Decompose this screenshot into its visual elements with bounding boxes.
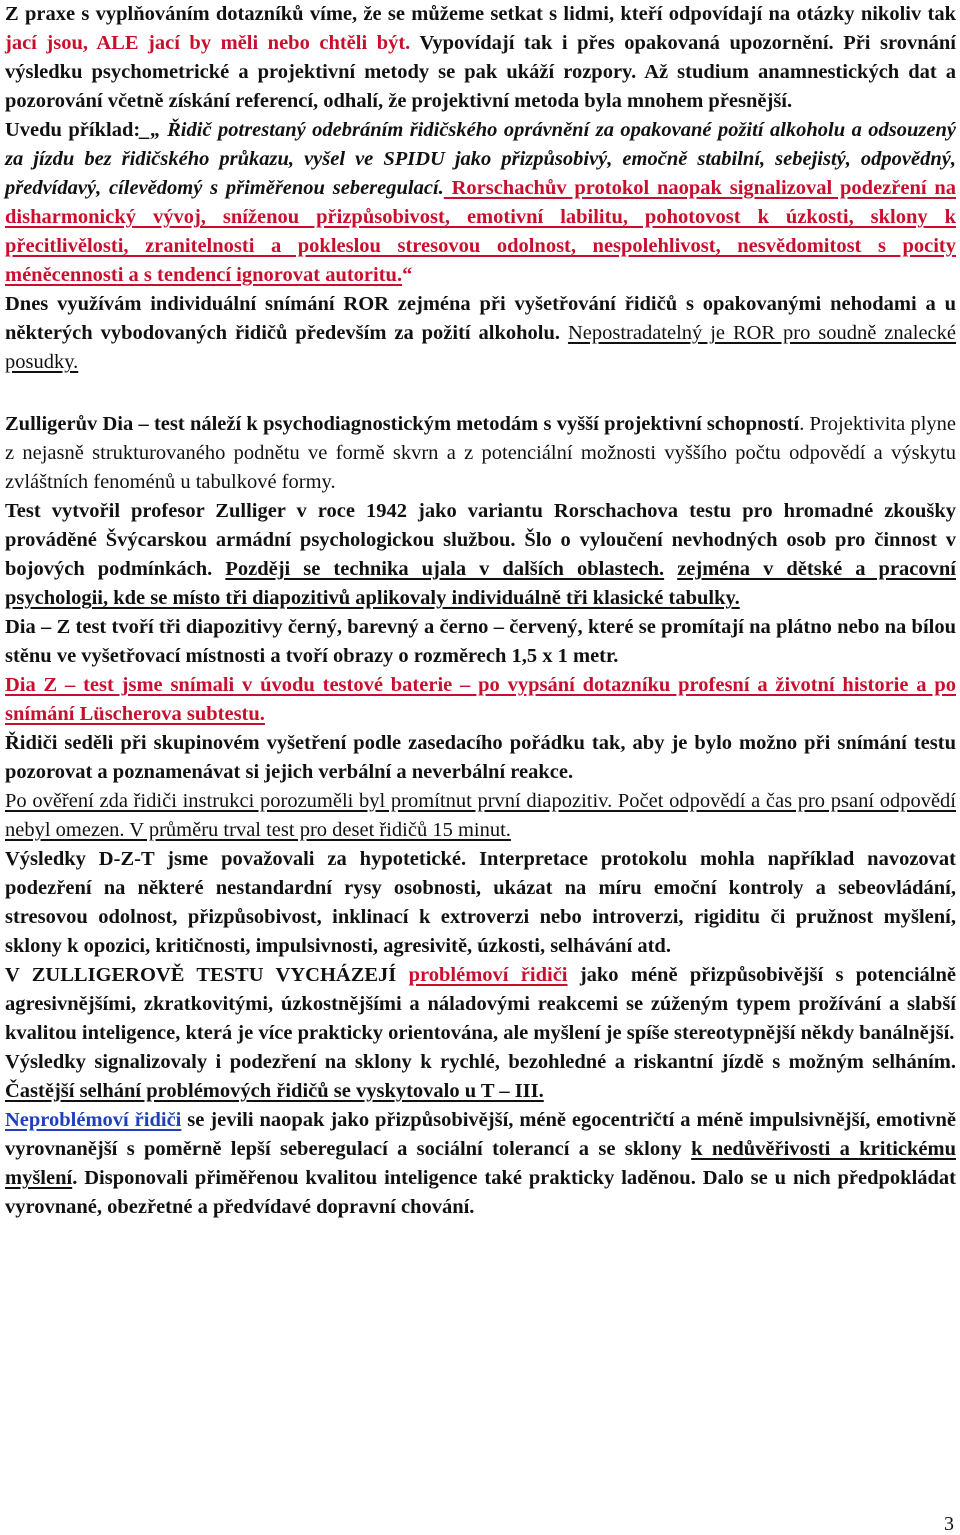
paragraph-example [5,116,956,290]
text-run: V ZULLIGEROVĚ TESTU VYCHÁZEJÍ [5,964,409,986]
paragraph-seating [5,729,956,787]
text-run: se jevili naopak jako přizpůsobivější, méně egocentričtí a méně impulsivnější, emotivně vyrovnanější s poměrně lepší seberegulací a sociální tolerancí a se sklony [5,1109,957,1160]
underlined-text: Později se technika ujala v dalších oblastech. [225,558,665,580]
underlined-text: Nepostradatelný je ROR pro soudně znalecké posudky. [5,322,957,373]
text-run: Výsledky D-Z-T jsme považovali za hypotetické. Interpretace protokolu mohla například navozovat podezření na některé nestandardní rysy osobnosti, ukázat na míru emoční kontroly a sebeovládání, stresovou odolnost, přizpůsobivost, inklinací k extroverzi nebo introverzi, rigiditu či pružnost myšlení, sklony k opozici, kritičnosti, impulsivnosti, agresivitě, úzkosti, selhávání atd. [5,848,956,957]
text-run: Řidiči seděli při skupinovém vyšetření podle zasedacího pořádku tak, aby je bylo možno při snímání testu pozorovat a poznamenávat si jejich verbální a neverbální reakce. [5,732,956,783]
paragraph-zulliger-intro [5,410,956,497]
paragraph-questionnaire-practice [5,0,956,116]
underlined-text: Po ověření zda řidiči instrukci porozuměli byl promítnut první diapozitiv. Počet odpovědí a čas pro psaní odpovědí nebyl omezen. V průměru trval test pro deset řidičů 15 minut. [5,790,956,841]
text-run [664,558,677,580]
text-run: Vypovídají tak i přes opakovaná upozornění. Při srovnání výsledku psychometrické a projektivní metody se pak ukáží rozpory. [5,32,956,83]
highlight-red-underlined: Rorschachův protokol naopak signalizoval podezření na disharmonický vývoj, sníženou přizpůsobivost, emotivní labilitu, pohotovost k úzkosti, sklony k přecitlivělosti, zranitelnosti a pokleslou stresovou odolnost, nespolehlivost, nesvědomitost s pocity méněcennosti a s tendencí ignorovat autoritu. [5,177,957,286]
paragraph-results [5,845,956,961]
underlined-text: zejména v dětské a pracovní psychologii, kde se místo tři diapozitivů aplikovaly individuálně tři klasické tabulky. [5,558,957,609]
document-page [5,0,956,1222]
paragraph-dia-z-battery [5,671,956,729]
paragraph-dia-z-description [5,613,956,671]
highlight-red-underlined: Dia Z – test jsme snímali v úvodu testové baterie – po vypsání dotazníku profesní a životní historie a po snímání Lüscherova subtestu. [5,674,956,725]
text-run: Až studium anamnestických dat a pozorování včetně získání referencí, odhalí, že projektivní metoda byla mnohem přesnější. [5,61,956,112]
text-run: jako méně přizpůsobivější s potenciálně agresivnějšími, zkratkovitými, úzkostnějšími a náladovými reakcemi se zúženým typem prožívání a slabší kvalitou inteligence, která je více prakticky orientována, ale myšlení je spíše stereotypnější někdy banálnější. [5,964,957,1044]
highlight-blue-underlined: Neproblémoví řidiči [5,1109,182,1131]
page-number: 3 [944,1513,954,1535]
underlined-text: Častější selhání problémových řidičů se vyskytovalo u T – III. [5,1080,544,1102]
paragraph-problem-drivers [5,961,956,1048]
text-run: Uvedu příklad: [5,119,141,141]
text-run: Test vytvořil profesor Zulliger v roce 1942 jako variantu Rorschachova testu pro hromadné zkoušky prováděné Švýcarskou armádní psychologickou službou. Šlo o vyloučení nevhodných osob pro činnost v bojových podmínkách. [5,500,956,580]
text-run: . Projektivita plyne z nejasně strukturovaného podnětu ve formě skvrn a z potenciální možnosti vyššího počtu odpovědí a výskytu zvláštních fenoménů u tabulkové formy. [5,413,956,493]
paragraph-risk-signals [5,1048,956,1106]
text-run: Z praxe s vyplňováním dotazníků víme, že se můžeme setkat s lidmi, kteří odpovídají na otázky nikoliv tak [5,3,956,25]
highlight-red: jací jsou, ALE jací by měli nebo chtěli být. [5,32,411,54]
italic-quote: _„ Řidič potrestaný odebráním řidičského oprávnění za opakované požití alkoholu a odsouzený za jízdu bez řidičského průkazu, vyšel ve SPIDU jako přizpůsobivý, emočně stabilní, sebejistý, odpovědný, předvídavý, cílevědomý s přiměřenou seberegulací. [5,119,957,199]
paragraph-ror-usage [5,290,956,377]
paragraph-test-history [5,497,956,613]
text-run: Dnes využívám individuální snímání ROR zejména při vyšetřování řidičů s opakovanými nehodami a u některých vybodovaných řidičů především za požití alkoholu. [5,293,956,344]
closing-quote: “ [402,264,413,286]
highlight-red-underlined: problémoví řidiči [408,964,568,986]
underlined-text: k nedůvěřivosti a kritickému myšlení [5,1138,956,1189]
text-run: Zulligerův Dia – test náleží k psychodiagnostickým metodám s vyšší projektivní schopností [5,413,800,435]
text-run: Výsledky signalizovaly i podezření na sklony k rychlé, bezohledné a riskantní jízdě s možným selháním. [5,1051,956,1073]
paragraph-gap [5,377,956,410]
text-run: Dia – Z test tvoří tři diapozitivy černý, barevný a černo – červený, které se promítají na plátno nebo na bílou stěnu ve vyšetřovací místnosti a tvoří obrazy o rozměrech 1,5 x 1 metr. [5,616,956,667]
text-run: . Disponovali přiměřenou kvalitou inteligence také prakticky laděnou. Dalo se u nich předpokládat vyrovnané, obezřetné a předvídavé dopravní chování. [5,1167,956,1218]
paragraph-non-problem-drivers [5,1106,956,1222]
paragraph-procedure [5,787,956,845]
